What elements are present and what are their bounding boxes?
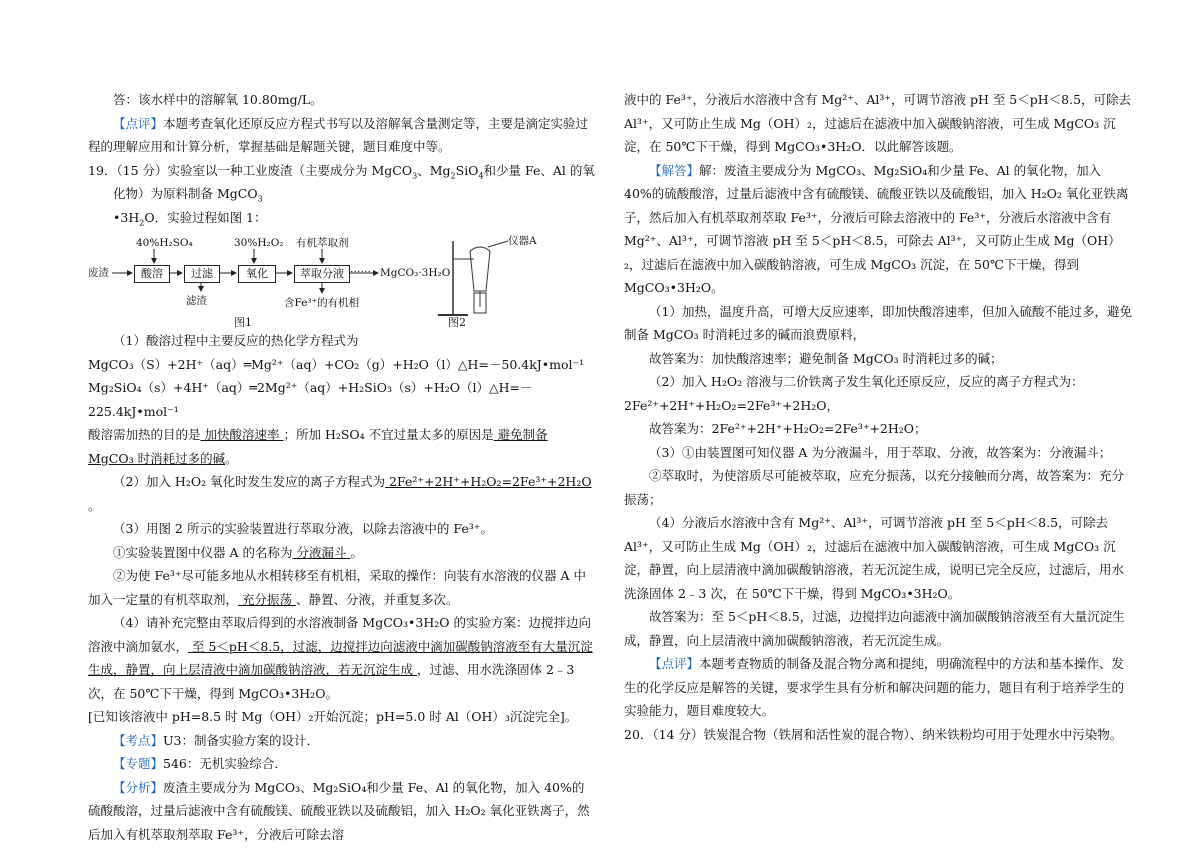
dots-label: …… <box>350 263 371 275</box>
extract-box: 萃取分液 <box>294 265 350 283</box>
dissolve-box: 酸溶 <box>134 265 170 283</box>
solution-2: （2）加入 H₂O₂ 溶液与二价铁离子发生氧化还原反应，反应的离子方程式为：2Fe²⁺+2H⁺+H₂O₂=2Fe³⁺+2H₂O， <box>624 374 1084 413</box>
question-20-stem: 20．（14 分）铁炭混合物（铁屑和活性炭的混合物）、纳米铁粉均可用于处理水中污染物。 <box>624 726 1123 742</box>
feed-label: 废渣 <box>88 267 109 279</box>
figure-flowchart <box>88 233 596 329</box>
known-conditions: [已知该溶液中 pH=8.5 时 Mg（OH）₂开始沉淀；pH=5.0 时 Al（OH）₃沉淀完全]。 <box>88 709 578 724</box>
right-column <box>624 88 1132 746</box>
solution-3a: （3）①由装置图可知仪器 A 为分液漏斗，用于萃取、分液，故答案为：分液漏斗； <box>649 444 1112 460</box>
solution-4: （4）分液后水溶液中含有 Mg²⁺、Al³⁺，可调节溶液 pH 至 5＜pH＜8.5，可除去 Al³⁺，又可防止生成 Mg（OH）₂，过滤后在滤液中加入碳酸钠溶液，可生成 MgCO₃ 沉淀，静置，向上层清液中滴加碳酸钠溶液，若无沉淀生成，说明已完全反应，过滤后，用水洗涤固体 2﹣3 次，在 50℃下干燥，得到 MgCO₃•3H₂O。 <box>624 515 1125 601</box>
answer-blank: 避免制备 MgCO₃ 时消耗过多的碱 <box>88 427 548 466</box>
solution-1: （1）加热，温度升高，可增大反应速率，即加快酸溶速率，但加入硫酸不能过多，避免制备 MgCO₃ 时消耗过多的碱而浪费原料， <box>624 303 1132 342</box>
solvent-label: 有机萃取剂 <box>296 237 349 249</box>
residue-label: 滤渣 <box>186 295 207 307</box>
part-2: （2）加入 H₂O₂ 氧化时发生发应的离子方程式为 2Fe²⁺+2H⁺+H₂O₂=2Fe³⁺+2H₂O 。 <box>88 474 592 513</box>
figure-1-caption: 图1 <box>234 316 252 329</box>
organic-phase-label: 含Fe³⁺的有机相 <box>284 297 360 309</box>
review-paragraph: 【点评】本题考查物质的制备及混合物分离和提纯，明确流程中的方法和基本操作、发生的化学反应是解答的关键，要求学生具有分析和解决问题的能力，题目有利于培养学生的实验能力，题目难度较大。 <box>624 656 1125 718</box>
answer-blank: 至 5＜pH＜8.5，过滤，边搅拌边向滤液中滴加碳酸钠溶液至有大量沉淀生成，静置，向上层清液中滴加碳酸钠溶液，若无沉淀生成 <box>88 638 593 677</box>
left-column <box>88 88 596 846</box>
solution-1-answer: 故答案为：加快酸溶速率；避免制备 MgCO₃ 时消耗过多的碱； <box>649 350 1003 366</box>
instrument-a-label: 仪器A <box>508 235 537 247</box>
part-1-answer: 酸溶需加热的目的是 加快酸溶速率 ；所加 H₂SO₄ 不宜过量太多的原因是 避免制备 MgCO₃ 时消耗过多的碱。 <box>88 427 548 466</box>
acid-label: 40%H₂SO₄ <box>136 237 193 249</box>
part-4: （4）请补充完整由萃取后得到的水溶液制备 MgCO₃•3H₂O 的实验方案：边搅拌边向溶液中滴加氨水， 至 5＜pH＜8.5，过滤，边搅拌边向滤液中滴加碳酸钠溶液至有大量沉淀生成，静置，向上层清液中滴加碳酸钠溶液，若无沉淀生成 ，过滤、用水洗涤固体 2﹣3 次，在 50℃下干燥，得到 MgCO₃•3H₂O。 <box>88 615 593 701</box>
solution-3b: ②萃取时，为使溶质尽可能被萃取，应充分振荡，以充分接触而分离，故答案为：充分振荡； <box>624 468 1125 507</box>
solution-2-answer: 故答案为：2Fe²⁺+2H⁺+H₂O₂=2Fe³⁺+2H₂O； <box>649 421 927 436</box>
h2o2-label: 30%H₂O₂ <box>234 237 284 249</box>
part-1-stem: （1）酸溶过程中主要反应的热化学方程式为 <box>113 333 359 348</box>
answer-line: 答：该水样中的溶解氧 10.80mg/L。 <box>113 92 323 107</box>
analysis-continued: 液中的 Fe³⁺，分液后水溶液中含有 Mg²⁺、Al³⁺，可调节溶液 pH 至 5＜pH＜8.5，可除去 Al³⁺，又可防止生成 Mg（OH）₂，过滤后在滤液中加入碳酸钠溶液，可生成 MgCO₃ 沉淀，在 50℃下干燥，得到 MgCO₃•3H₂O．以此解答该题。 <box>624 92 1132 154</box>
solution-paragraph: 【解答】解：废渣主要成分为 MgCO₃、Mg₂SiO₄和少量 Fe、Al 的氧化物，加入 40%的硫酸酸溶，过量后滤液中含有硫酸镁、硫酸亚铁以及硫酸铝，加入 H₂O₂ 氧化亚铁离子，然后加入有机萃取剂萃取 Fe³⁺，分液后可除去溶液中的 Fe³⁺，分液后水溶液中含有 Mg²⁺、Al³⁺，可调节溶液 pH 至 5＜pH＜8.5，可除去 Al³⁺，又可防止生成 Mg（OH）₂，过滤后在滤液中加入碳酸钠溶液，可生成 MgCO₃ 沉淀，在 50℃下干燥，得到 MgCO₃•3H₂O。 <box>624 162 1129 295</box>
comment-paragraph <box>88 112 596 159</box>
part-3-stem: （3）用图 2 所示的实验装置进行萃取分液，以除去溶液中的 Fe³⁺。 <box>113 521 493 536</box>
answer-blank: 2Fe²⁺+2H⁺+H₂O₂=2Fe³⁺+2H₂O <box>385 474 592 489</box>
comment-tag: 【点评】 <box>113 115 164 131</box>
filter-box: 过滤 <box>184 265 220 283</box>
analysis-paragraph: 【分析】废渣主要成分为 MgCO₃、Mg₂SiO₄和少量 Fe、Al 的氧化物，加入 40%的硫酸酸溶，过量后滤液中含有硫酸镁、硫酸亚铁以及硫酸铝，加入 H₂O₂ 氧化亚铁离子，然后加入有机萃取剂萃取 Fe³⁺，分液后可除去溶 <box>88 779 590 842</box>
part-3a: ①实验装置图中仪器 A 的名称为 分液漏斗 。 <box>113 544 363 560</box>
comment-text: 本题考查氧化还原反应方程式书写以及溶解氧含量测定等，主要是滴定实验过程的理解应用和计算分析，掌握基础是解题关键，题目难度中等。 <box>88 115 589 154</box>
equation-2: Mg₂SiO₄（s）+4H⁺（aq）═2Mg²⁺（aq）+H₂SiO₃（s）+H₂O（l）△H=－225.4kJ•mol⁻¹ <box>88 380 533 419</box>
question-19-stem: 19．（15 分）实验室以一种工业废渣（主要成分为 MgCO$_3$、$Mg_2SiO_4$和少量 Fe、Al 的氧化物）为原料制备 MgCO$_3$ $•3H_2O$．实验过程如图 1： <box>88 162 595 227</box>
knowledge-point: 【考点】U3：制备实验方案的设计． <box>113 732 320 748</box>
topic: 【专题】546：无机实验综合． <box>113 756 287 771</box>
oxidize-box: 氧化 <box>238 265 276 283</box>
equation-1: MgCO₃（S）+2H⁺（aq）═Mg²⁺（aq）+CO₂（g）+H₂O（l）△H=－50.4kJ•mol⁻¹ <box>88 356 585 372</box>
solution-4-answer: 故答案为：至 5＜pH＜8.5，过滤，边搅拌边向滤液中滴加碳酸钠溶液至有大量沉淀生成，静置，向上层清液中滴加碳酸钠溶液，若无沉淀生成。 <box>624 609 1125 648</box>
answer-blank: 充分振荡 <box>238 591 296 607</box>
part-3b: ②为使 Fe³⁺尽可能多地从水相转移至有机相，采取的操作：向装有水溶液的仪器 A 中加入一定量的有机萃取剂， 充分振荡 、静置、分液，并重复多次。 <box>88 568 586 607</box>
product-label: MgCO₃·3H₂O <box>380 267 451 279</box>
answer-blank: 分液漏斗 <box>292 544 351 560</box>
figure-2-caption: 图2 <box>448 316 466 329</box>
answer-blank: 加快酸溶速率 <box>200 427 284 442</box>
